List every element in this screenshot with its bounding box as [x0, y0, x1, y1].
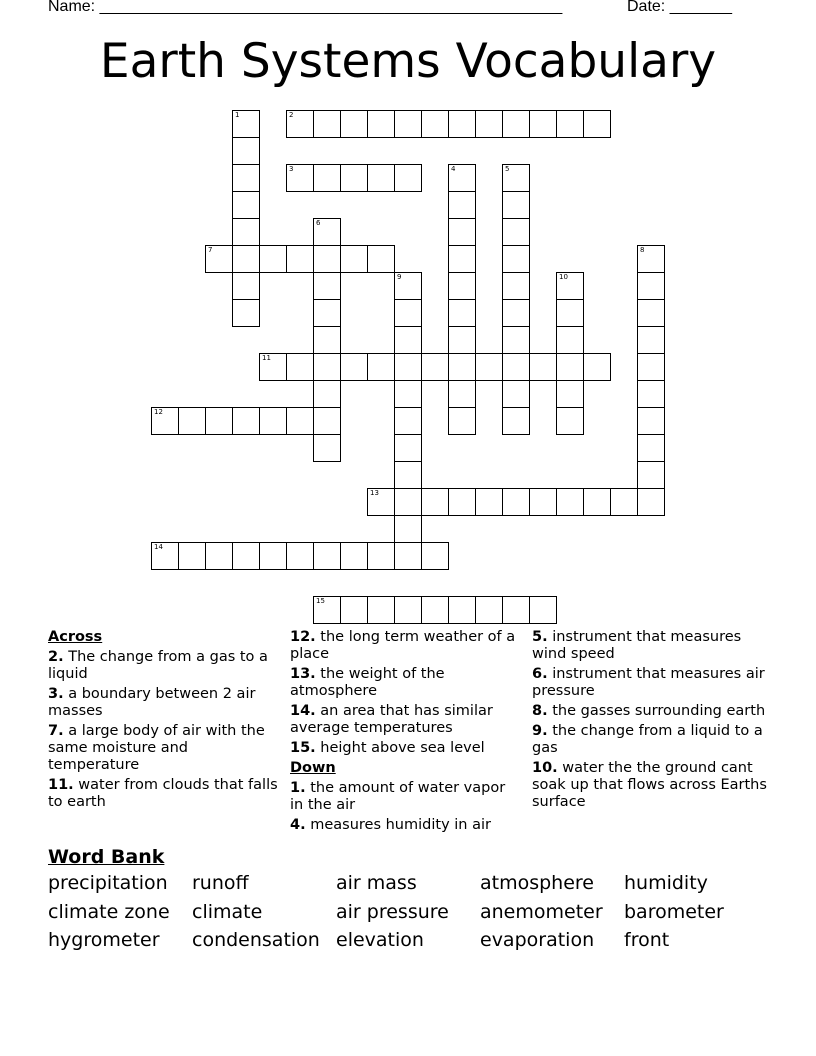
grid-cell[interactable]: [232, 191, 260, 219]
grid-cell[interactable]: [313, 380, 341, 408]
clue-number-label: 15: [316, 597, 325, 605]
grid-cell[interactable]: [556, 353, 584, 381]
word-bank-item: atmosphere: [480, 872, 594, 894]
grid-cell[interactable]: [502, 245, 530, 273]
clue-number: 14.: [290, 703, 316, 719]
grid-cell[interactable]: [178, 407, 206, 435]
clue-number: 7.: [48, 723, 64, 739]
grid-cell[interactable]: [502, 596, 530, 624]
grid-cell[interactable]: [286, 164, 314, 192]
clue-text: The change from a gas to a liquid: [48, 649, 268, 682]
grid-cell[interactable]: [340, 245, 368, 273]
clue-across-2: [48, 649, 283, 683]
clue-text: measures humidity in air: [310, 817, 491, 833]
grid-cell[interactable]: [394, 542, 422, 570]
grid-cell[interactable]: [313, 110, 341, 138]
clue-text: the long term weather of a place: [290, 629, 516, 662]
grid-cell[interactable]: [313, 326, 341, 354]
date-field-label: Date: _______: [627, 0, 732, 15]
clue-text: the amount of water vapor in the air: [290, 780, 506, 813]
grid-cell[interactable]: [502, 164, 530, 192]
grid-cell[interactable]: [448, 299, 476, 327]
grid-cell[interactable]: [286, 542, 314, 570]
clue-number-label: 11: [262, 354, 271, 362]
grid-cell[interactable]: [556, 299, 584, 327]
grid-cell[interactable]: [313, 218, 341, 246]
grid-cell[interactable]: [421, 542, 449, 570]
grid-cell[interactable]: [340, 110, 368, 138]
clue-text: the gasses surrounding earth: [552, 703, 766, 719]
grid-cell[interactable]: [556, 326, 584, 354]
clue-text: water the the ground cant soak up that flows across Earths surface: [532, 760, 767, 810]
grid-cell[interactable]: [367, 110, 395, 138]
grid-cell[interactable]: [232, 110, 260, 138]
grid-cell[interactable]: [367, 596, 395, 624]
clue-across-7: [48, 723, 283, 774]
clue-number: 10.: [532, 760, 558, 776]
grid-cell[interactable]: [448, 353, 476, 381]
grid-cell[interactable]: [421, 488, 449, 516]
clue-text: instrument that measures air pressure: [532, 666, 765, 699]
grid-cell[interactable]: [232, 245, 260, 273]
clue-across-13: [290, 666, 522, 700]
clue-across-15: [290, 740, 522, 757]
grid-cell[interactable]: [313, 353, 341, 381]
grid-cell[interactable]: [502, 218, 530, 246]
grid-cell[interactable]: [448, 218, 476, 246]
clue-text: the change from a liquid to a gas: [532, 723, 763, 756]
clue-number-label: 14: [154, 543, 163, 551]
clues-column-3: [532, 629, 772, 814]
grid-cell[interactable]: [502, 299, 530, 327]
grid-cell[interactable]: [313, 596, 341, 624]
grid-cell[interactable]: [286, 110, 314, 138]
grid-cell[interactable]: [502, 488, 530, 516]
clue-number: 5.: [532, 629, 548, 645]
grid-cell[interactable]: [178, 542, 206, 570]
across-heading: Across: [48, 629, 103, 645]
grid-cell[interactable]: [394, 164, 422, 192]
grid-cell[interactable]: [448, 272, 476, 300]
grid-cell[interactable]: [610, 488, 638, 516]
clue-down-8: [532, 703, 772, 720]
grid-cell[interactable]: [448, 596, 476, 624]
grid-cell[interactable]: [313, 299, 341, 327]
clue-number: 8.: [532, 703, 548, 719]
clue-number: 15.: [290, 740, 316, 756]
word-bank-item: climate: [192, 900, 263, 923]
grid-cell[interactable]: [421, 110, 449, 138]
clue-number: 3.: [48, 686, 64, 702]
clues-column-2: [290, 629, 522, 837]
clue-across-3: [48, 686, 283, 720]
clue-down-9: [532, 723, 772, 757]
grid-cell[interactable]: [340, 596, 368, 624]
grid-cell[interactable]: [205, 542, 233, 570]
word-bank-title: Word Bank: [48, 846, 165, 868]
grid-cell[interactable]: [367, 488, 395, 516]
grid-cell[interactable]: [232, 164, 260, 192]
grid-cell[interactable]: [448, 326, 476, 354]
clue-number-label: 5: [505, 165, 510, 173]
grid-cell[interactable]: [340, 164, 368, 192]
grid-cell[interactable]: [475, 596, 503, 624]
grid-cell[interactable]: [502, 326, 530, 354]
clue-text: water from clouds that falls to earth: [48, 777, 278, 810]
grid-cell[interactable]: [637, 380, 665, 408]
grid-cell[interactable]: [286, 407, 314, 435]
word-bank-item: runoff: [192, 872, 249, 894]
word-bank-item: climate zone: [48, 900, 170, 923]
grid-cell[interactable]: [367, 353, 395, 381]
grid-cell[interactable]: [556, 110, 584, 138]
down-heading: Down: [290, 760, 336, 776]
grid-cell[interactable]: [556, 380, 584, 408]
clue-across-14: [290, 703, 522, 737]
clue-text: a boundary between 2 air masses: [48, 686, 256, 719]
clue-number-label: 7: [208, 246, 213, 254]
grid-cell[interactable]: [394, 380, 422, 408]
clue-number-label: 1: [235, 111, 240, 119]
clue-number-label: 6: [316, 219, 321, 227]
grid-cell[interactable]: [502, 407, 530, 435]
clue-down-4: [290, 817, 522, 834]
grid-cell[interactable]: [529, 110, 557, 138]
grid-cell[interactable]: [448, 380, 476, 408]
clue-across-11: [48, 777, 283, 811]
grid-cell[interactable]: [232, 542, 260, 570]
grid-cell[interactable]: [637, 488, 665, 516]
grid-cell[interactable]: [394, 326, 422, 354]
grid-cell[interactable]: [367, 542, 395, 570]
grid-cell[interactable]: [394, 434, 422, 462]
clue-number: 4.: [290, 817, 306, 833]
clue-text: the weight of the atmosphere: [290, 666, 445, 699]
grid-cell[interactable]: [475, 488, 503, 516]
word-bank-item: front: [624, 929, 670, 951]
grid-cell[interactable]: [232, 272, 260, 300]
grid-cell[interactable]: [232, 218, 260, 246]
clue-number-label: 3: [289, 165, 294, 173]
grid-cell[interactable]: [421, 353, 449, 381]
clue-number-label: 8: [640, 246, 645, 254]
grid-cell[interactable]: [313, 434, 341, 462]
word-bank-item: condensation: [192, 929, 320, 951]
word-bank-item: air mass: [336, 872, 417, 894]
grid-cell[interactable]: [637, 245, 665, 273]
grid-cell[interactable]: [313, 542, 341, 570]
clue-number: 12.: [290, 629, 316, 645]
grid-cell[interactable]: [259, 245, 287, 273]
clue-down-6: [532, 666, 772, 700]
grid-cell[interactable]: [232, 407, 260, 435]
clue-number-label: 9: [397, 273, 402, 281]
word-bank-item: air pressure: [336, 900, 449, 923]
grid-cell[interactable]: [502, 380, 530, 408]
grid-cell[interactable]: [394, 353, 422, 381]
grid-cell[interactable]: [394, 488, 422, 516]
grid-cell[interactable]: [232, 137, 260, 165]
grid-cell[interactable]: [421, 596, 449, 624]
grid-cell[interactable]: [448, 110, 476, 138]
clues-column-1: [48, 629, 283, 814]
grid-cell[interactable]: [259, 542, 287, 570]
grid-cell[interactable]: [394, 110, 422, 138]
grid-cell[interactable]: [313, 272, 341, 300]
grid-cell[interactable]: [367, 245, 395, 273]
grid-cell[interactable]: [637, 407, 665, 435]
grid-cell[interactable]: [151, 407, 179, 435]
grid-cell[interactable]: [394, 299, 422, 327]
grid-cell[interactable]: [232, 299, 260, 327]
grid-cell[interactable]: [475, 353, 503, 381]
clue-number: 9.: [532, 723, 548, 739]
grid-cell[interactable]: [286, 353, 314, 381]
clue-number: 13.: [290, 666, 316, 682]
grid-cell[interactable]: [637, 272, 665, 300]
clue-down-5: [532, 629, 772, 663]
clue-text: an area that has similar average temperatures: [290, 703, 493, 736]
clue-text: a large body of air with the same moisture and temperature: [48, 723, 265, 773]
clue-number: 1.: [290, 780, 306, 796]
word-bank-item: barometer: [624, 900, 724, 923]
grid-cell[interactable]: [313, 164, 341, 192]
grid-cell[interactable]: [367, 164, 395, 192]
grid-cell[interactable]: [313, 407, 341, 435]
clue-number: 11.: [48, 777, 74, 793]
clue-text: height above sea level: [320, 740, 485, 756]
grid-cell[interactable]: [529, 596, 557, 624]
grid-cell[interactable]: [448, 191, 476, 219]
word-bank-item: humidity: [624, 872, 708, 894]
grid-cell[interactable]: [448, 488, 476, 516]
grid-cell[interactable]: [394, 407, 422, 435]
grid-cell[interactable]: [502, 353, 530, 381]
grid-cell[interactable]: [340, 353, 368, 381]
word-bank-item: hygrometer: [48, 929, 160, 951]
grid-cell[interactable]: [448, 407, 476, 435]
grid-cell[interactable]: [475, 110, 503, 138]
clue-number-label: 12: [154, 408, 163, 416]
grid-cell[interactable]: [394, 596, 422, 624]
grid-cell[interactable]: [556, 407, 584, 435]
grid-cell[interactable]: [583, 488, 611, 516]
grid-cell[interactable]: [637, 353, 665, 381]
grid-cell[interactable]: [151, 542, 179, 570]
name-field-label: Name: ____________________________________________________: [48, 0, 563, 15]
grid-cell[interactable]: [502, 191, 530, 219]
grid-cell[interactable]: [448, 164, 476, 192]
grid-cell[interactable]: [583, 353, 611, 381]
grid-cell[interactable]: [583, 110, 611, 138]
clue-number-label: 4: [451, 165, 456, 173]
word-bank-item: precipitation: [48, 872, 168, 894]
grid-cell[interactable]: [205, 407, 233, 435]
grid-cell[interactable]: [556, 272, 584, 300]
grid-cell[interactable]: [502, 272, 530, 300]
word-bank-item: anemometer: [480, 900, 603, 923]
grid-cell[interactable]: [340, 542, 368, 570]
word-bank-item: evaporation: [480, 929, 595, 951]
grid-cell[interactable]: [259, 407, 287, 435]
grid-cell[interactable]: [637, 326, 665, 354]
clue-number-label: 10: [559, 273, 568, 281]
grid-cell[interactable]: [205, 245, 233, 273]
clue-number: 6.: [532, 666, 548, 682]
clue-across-12: [290, 629, 522, 663]
grid-cell[interactable]: [286, 245, 314, 273]
clue-number-label: 13: [370, 489, 379, 497]
grid-cell[interactable]: [556, 488, 584, 516]
clue-number-label: 2: [289, 111, 294, 119]
clue-down-10: [532, 760, 772, 811]
grid-cell[interactable]: [394, 461, 422, 489]
grid-cell[interactable]: [394, 272, 422, 300]
grid-cell[interactable]: [448, 245, 476, 273]
grid-cell[interactable]: [313, 245, 341, 273]
grid-cell[interactable]: [637, 434, 665, 462]
clue-text: instrument that measures wind speed: [532, 629, 742, 662]
clue-number: 2.: [48, 649, 64, 665]
grid-cell[interactable]: [529, 353, 557, 381]
grid-cell[interactable]: [394, 515, 422, 543]
grid-cell[interactable]: [502, 110, 530, 138]
grid-cell[interactable]: [529, 488, 557, 516]
word-bank-item: elevation: [336, 929, 424, 951]
clue-down-1: [290, 780, 522, 814]
grid-cell[interactable]: [259, 353, 287, 381]
grid-cell[interactable]: [637, 299, 665, 327]
grid-cell[interactable]: [637, 461, 665, 489]
page-title: Earth Systems Vocabulary: [99, 34, 717, 89]
